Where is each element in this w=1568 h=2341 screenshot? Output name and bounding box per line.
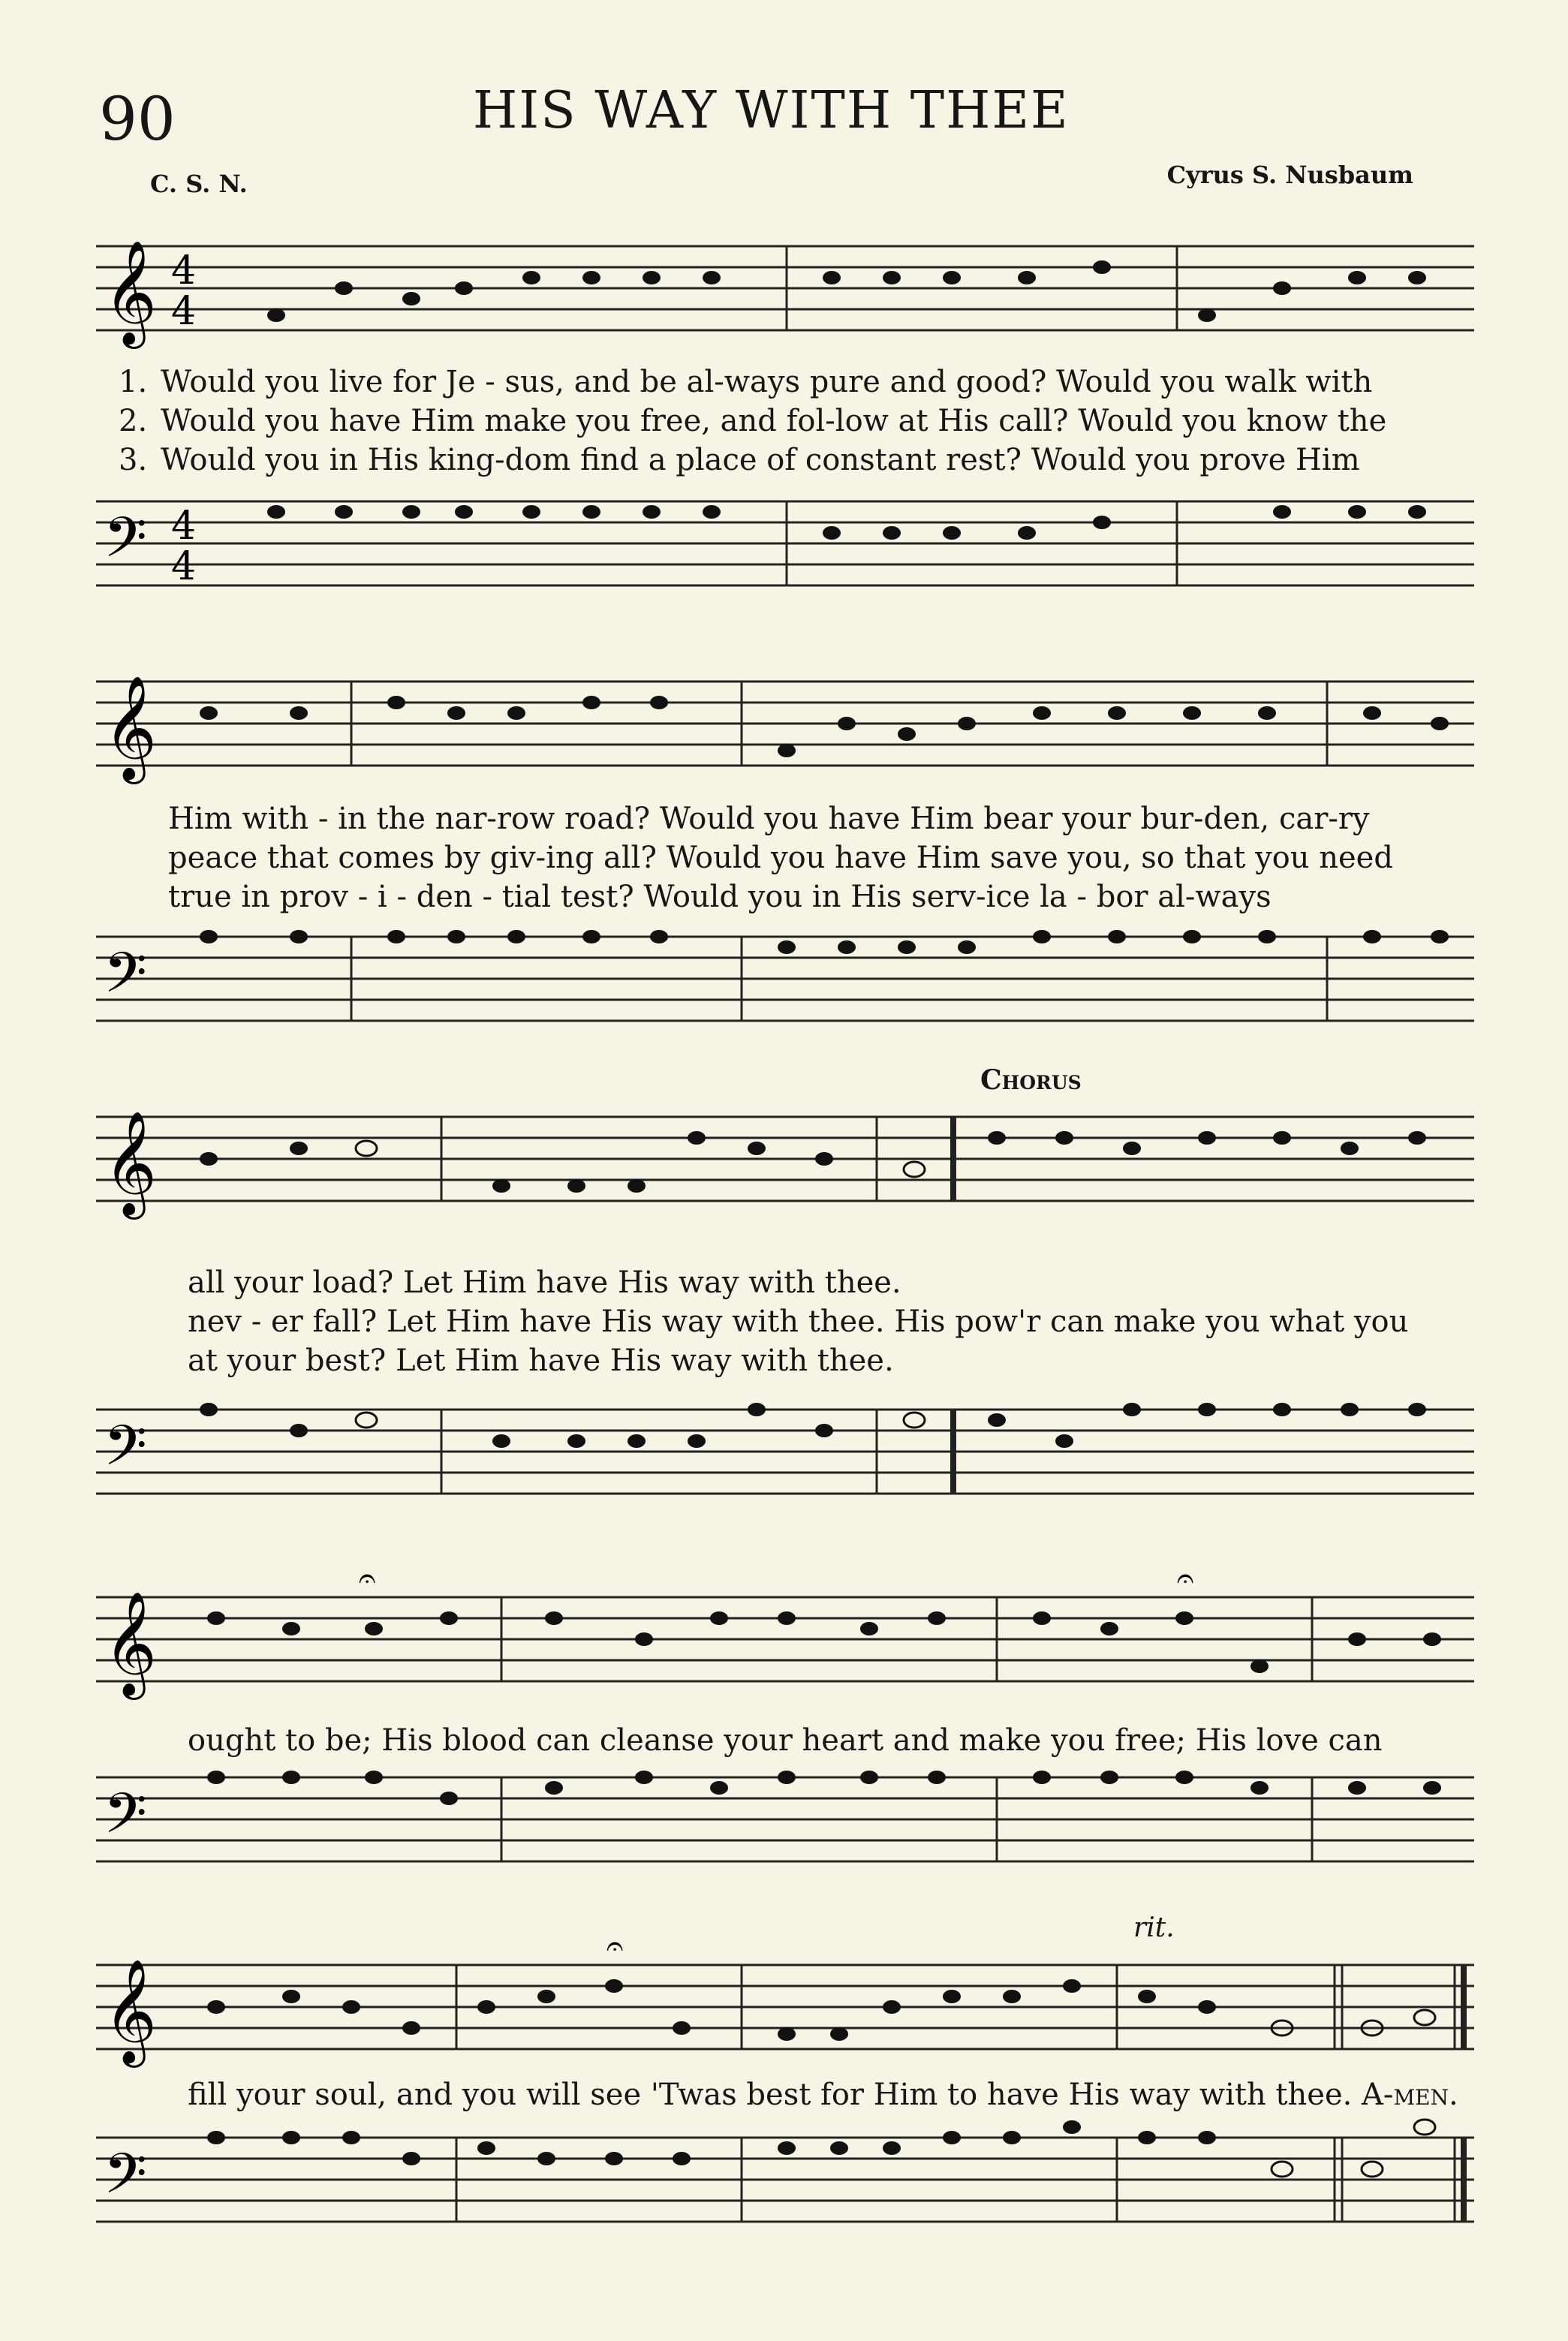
svg-text:𝄞: 𝄞	[104, 240, 157, 345]
svg-text:4: 4	[171, 289, 197, 334]
svg-text:𝄢: 𝄢	[104, 1413, 147, 1492]
hymn-title: HIS WAY WITH THEE	[473, 81, 1070, 140]
composer-credit: Cyrus S. Nusbaum	[1166, 161, 1413, 189]
svg-text:𝄐: 𝄐	[1177, 1561, 1194, 1596]
treble-staff-1	[96, 240, 1474, 345]
page-number: 90	[99, 84, 176, 154]
music-system-1	[96, 225, 1474, 615]
treble-staff-2	[96, 676, 1474, 780]
ritardando-marking: rit.	[1133, 1912, 1175, 1943]
lyric-line: fill your soul, and you will see 'Twas best for Him to have His way with thee. A-men.	[188, 2078, 1458, 2112]
music-system-5	[96, 1929, 1474, 2274]
treble-staff-4	[96, 1561, 1474, 1696]
chorus-label: Chorus	[980, 1064, 1082, 1096]
svg-text:𝄢: 𝄢	[104, 940, 147, 1019]
svg-text:𝄢: 𝄢	[104, 1781, 147, 1860]
svg-text:𝄞: 𝄞	[104, 1959, 157, 2063]
svg-text:𝄞: 𝄞	[104, 1111, 157, 1215]
treble-staff-5	[96, 1929, 1474, 2063]
svg-text:4: 4	[171, 504, 197, 549]
lyricist-credit: C. S. N.	[150, 170, 248, 198]
lyric-line: Him with - in the nar-row road? Would you have Him bear your bur-den, car-ry	[168, 802, 1370, 836]
lyric-line: all your load? Let Him have His way with thee.	[188, 1265, 901, 1300]
lyric-line: ought to be; His blood can cleanse your heart and make you free; His love can	[188, 1723, 1383, 1758]
lyric-line: 1. Would you live for Je - sus, and be al-ways pure and good? Would you walk with	[119, 365, 1373, 399]
bass-staff-4	[96, 1771, 1474, 1867]
music-system-3	[96, 1096, 1474, 1501]
bass-staff-2	[96, 931, 1474, 1027]
lyric-line: true in prov - i - den - tial test? Would you in His serv-ice la - bor al-ways	[168, 880, 1272, 914]
svg-text:𝄢: 𝄢	[104, 2141, 147, 2220]
svg-text:4: 4	[171, 544, 197, 589]
music-system-2	[96, 660, 1474, 1051]
treble-staff-3	[96, 1111, 1474, 1215]
lyric-line: 2. Would you have Him make you free, and fol-low at His call? Would you know the	[119, 404, 1387, 438]
svg-text:𝄢: 𝄢	[104, 505, 147, 584]
amen-text: A-men.	[1362, 2078, 1458, 2112]
lyric-line: at your best? Let Him have His way with thee.	[188, 1344, 894, 1378]
lyric-line: 3. Would you in His king-dom find a place of constant rest? Would you prove Him	[119, 443, 1360, 477]
lyric-line: nev - er fall? Let Him have His way with thee. His pow'r can make you what you	[188, 1304, 1409, 1339]
svg-text:4: 4	[171, 248, 197, 293]
bass-staff-3	[96, 1404, 1474, 1500]
svg-text:𝄐: 𝄐	[606, 1929, 624, 1963]
svg-text:𝄐: 𝄐	[359, 1561, 376, 1596]
bass-staff-1	[96, 495, 1474, 591]
music-system-4	[96, 1561, 1474, 1891]
lyric-line: peace that comes by giv-ing all? Would you have Him save you, so that you need	[168, 841, 1393, 875]
svg-text:𝄞: 𝄞	[104, 1591, 157, 1696]
bass-staff-5	[96, 2132, 1474, 2228]
svg-text:𝄞: 𝄞	[104, 676, 157, 780]
